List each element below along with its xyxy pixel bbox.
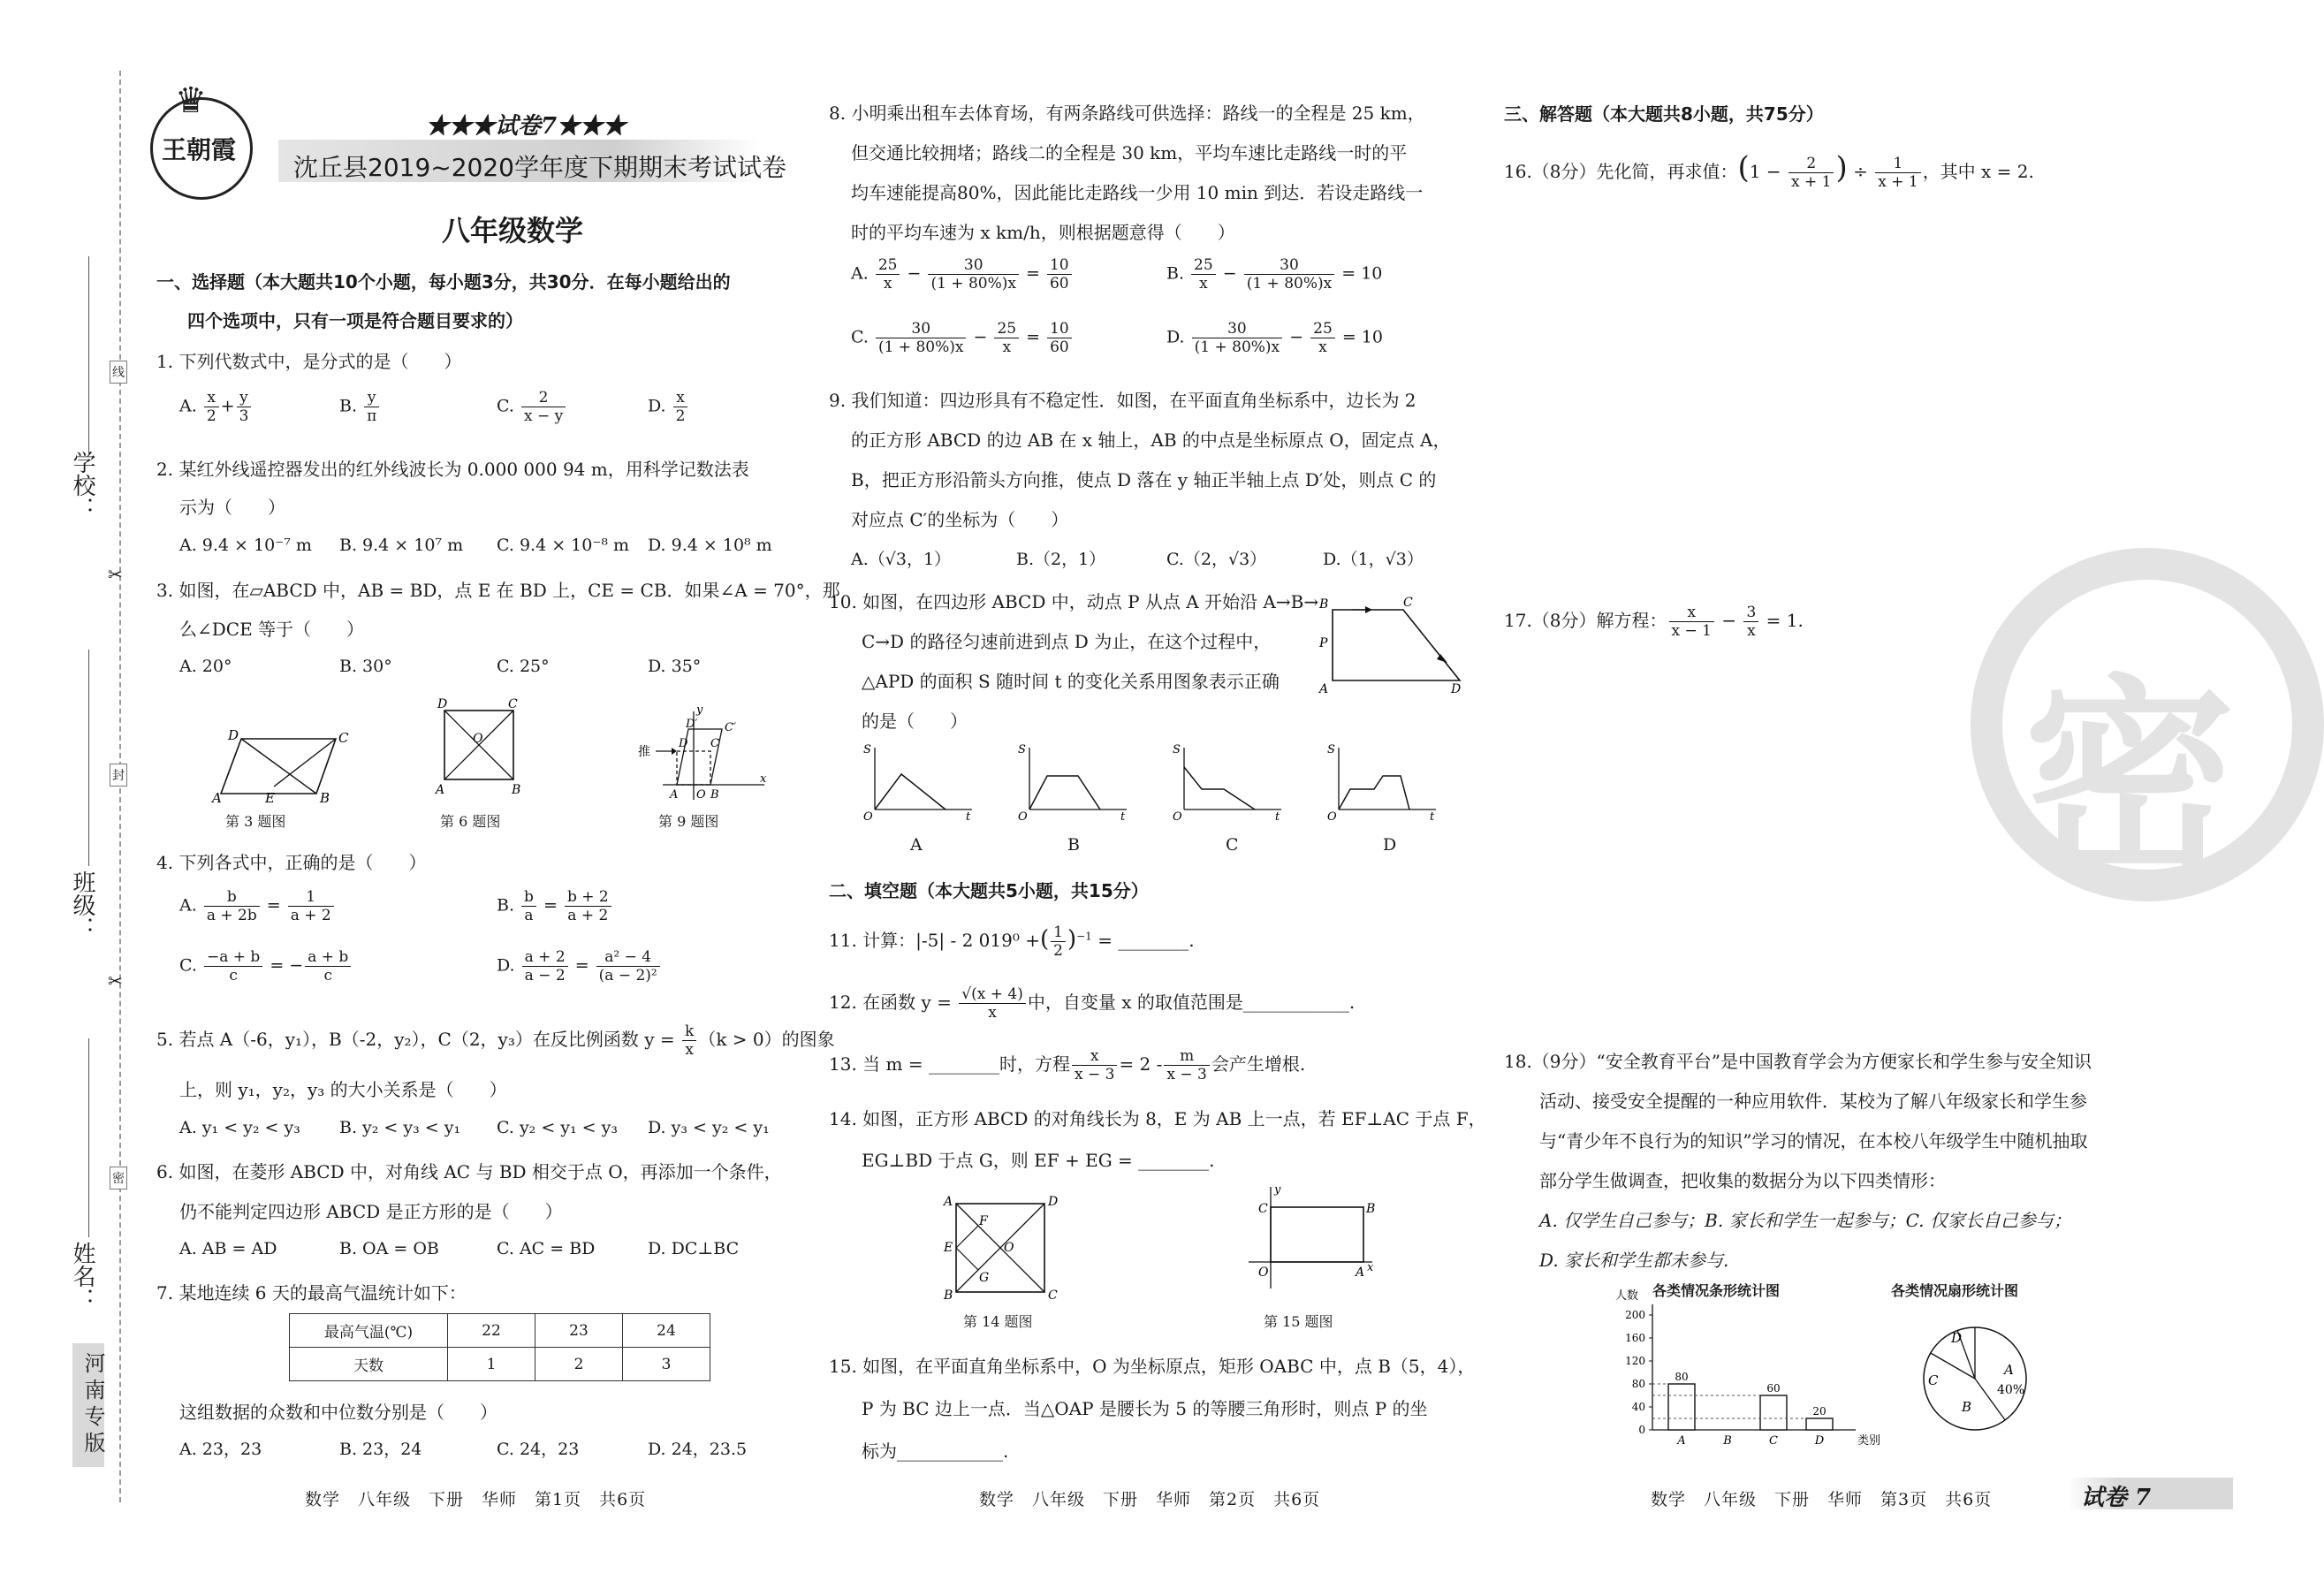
svg-text:A: A [1356,1266,1365,1280]
name-label: 姓名： [69,1242,95,1311]
pie-slice-label: C [1928,1372,1939,1388]
table-cell: 2 [535,1348,623,1381]
x-axis-label: 类别 [1857,1434,1881,1448]
name-line [88,1038,89,1237]
q10-graph-c [1171,741,1286,824]
q10-line3: △APD 的面积 S 随时间 t 的变化关系用图象表示正确 [862,671,1280,692]
q6-option-c: C. AC = BD [497,1239,596,1258]
svg-text:C: C [1258,1202,1268,1216]
svg-text:A: A [436,783,445,797]
svg-text:G: G [979,1271,990,1285]
q12-stem: 12. 在函数 y = [829,992,952,1013]
svg-text:S: S [863,743,871,756]
svg-text:B: B [944,1288,953,1303]
q4-option-a: A. $\frac{b}{a + 2b}$ = $\frac{1}{a + 2}$ [179,888,336,924]
svg-text:F: F [979,1214,988,1228]
page2-footer: 数学 八年级 下册 华师 第2页 共6页 [979,1490,1321,1509]
svg-text:B: B [1366,1202,1376,1216]
q18-line1: 18.（9分）“安全教育平台”是中国教育学会为方便家长和学生参与安全知识 [1504,1051,2092,1072]
q9-line3: B，把正方形沿箭头方向推，使点 D 落在 y 轴正半轴上点 D′处，则点 C 的 [851,469,1437,490]
q9-line2: 的正方形 ABCD 的边 AB 在 x 轴上，AB 的中点是坐标原点 O，固定点 A， [851,429,1451,451]
figure-q14-square [937,1193,1069,1304]
q14-line2: EG⊥BD 于点 G，则 EF + EG = ________. [862,1150,1215,1171]
y-axis-label: 人数 [1615,1289,1639,1303]
svg-text:A: A [670,788,679,802]
q17-tail: = 1. [1766,610,1804,631]
q10-option-d: D [1383,835,1397,855]
svg-text:D: D [437,697,448,711]
svg-text:S: S [1327,743,1335,756]
table-cell: 24 [623,1314,710,1348]
q11-line: 11. 计算：|-5| - 2 019⁰ +( $\frac{1}{2}$ )$^{-1}$ = ________. [829,924,1195,960]
figure-q15-caption: 第 15 题图 [1264,1313,1333,1330]
q8-line4: 时的平均车速为 x km/h，则根据题意得（ ） [851,222,1235,243]
x-tick-label: A [1677,1434,1686,1448]
figure-q3-parallelogram [201,725,352,804]
q5-line1-tail: （k > 0）的图象 [698,1029,835,1050]
pie-slice-label: D [1951,1330,1963,1346]
figure-q15-rectangle [1244,1182,1377,1293]
class-line [88,650,89,866]
table-header: 天数 [290,1348,448,1381]
svg-text:O: O [863,810,873,824]
scissors-icon: ✂ [108,564,123,585]
svg-text:O: O [696,788,706,802]
svg-text:C: C [1403,596,1413,610]
x-tick-label: B [1723,1434,1732,1448]
q8-option-b: B. $\frac{25}{x}$ − $\frac{30}{(1 + 80\%)x}$ = 10 [1166,256,1383,293]
svg-text:S: S [1173,743,1181,756]
crown-icon: ♛ [175,80,207,121]
q8-line1: 8. 小明乘出租车去体育场，有两条路线可供选择：路线一的全程是 25 km， [829,103,1425,124]
q1-b-label: B. [339,396,358,416]
svg-text:O: O [1004,1241,1014,1255]
q9-option-a: A.（√3，1） [851,550,952,569]
q2-option-b: B. 9.4 × 10⁷ m [339,536,464,555]
scissors-icon: ✂ [108,970,123,992]
q1-c-label: C. [497,396,514,416]
svg-text:A: A [1319,682,1329,696]
section-1-line2: 四个选项中，只有一项是符合题目要求的） [187,310,523,331]
q10-graph-a [862,741,976,824]
svg-text:A: A [944,1195,953,1209]
svg-text:P: P [1319,636,1328,650]
q4-stem: 4. 下列各式中，正确的是（ ） [156,852,427,873]
q5-option-a: A. y₁ < y₂ < y₃ [179,1118,300,1137]
exam-title: 沈丘县2019~2020学年度下期期末考试试卷 [293,153,786,182]
q1-d-label: D. [648,396,666,416]
q1-stem: 1. 下列代数式中，是分式的是（ ） [156,351,462,372]
q4-option-b: B. $\frac{b}{a}$ = $\frac{b + 2}{a + 2}$ [497,888,613,924]
bar [1760,1395,1787,1430]
q10-line4: 的是（ ） [862,711,968,732]
svg-text:D: D [679,737,688,750]
y-tick-label: 200 [1625,1309,1645,1321]
y-tick-label: 120 [1625,1355,1645,1367]
school-label: 学校： [69,451,95,520]
q8-option-c: C. $\frac{30}{(1 + 80\%)x}$ − $\frac{25}{x}$ = $\frac{10}{60}$ [851,320,1074,356]
q8-line3: 均车速能提高80%，因此能比走路线一少用 10 min 到达．若设走路线一 [851,182,1424,203]
seal-seal-mark: 封 [110,764,127,787]
q5-option-d: D. y₃ < y₂ < y₁ [648,1118,770,1137]
pie-chart [1918,1321,2032,1436]
seal-line-mark: 线 [110,361,127,384]
q12-tail: 中，自变量 x 的取值范围是____________. [1027,992,1356,1013]
q7-option-c: C. 24，23 [497,1440,580,1459]
class-label: 班级： [69,870,95,939]
x-tick-label: D [1814,1434,1825,1448]
figure-q6-caption: 第 6 题图 [440,813,501,830]
svg-text:x: x [1367,1261,1374,1274]
seal-secret-mark: 密 [110,1167,127,1190]
pie-percent-label: 40% [1997,1383,2025,1397]
q4-option-d: D. $\frac{a + 2}{a - 2}$ = $\frac{\text{a² − 4}}{\text{(a − 2)²}}$ [497,948,662,984]
section-3-heading: 三、解答题（本大题共8小题，共75分） [1504,103,1824,125]
figure-q9-caption: 第 9 题图 [658,813,719,830]
figure-q3-caption: 第 3 题图 [225,813,286,830]
svg-text:y: y [1274,1183,1281,1197]
figure-q10-trapezoid [1317,590,1471,696]
q3-line2: 么∠DCE 等于（ ） [179,619,365,640]
table-cell: 23 [535,1314,623,1348]
q1-option-c: C. $\frac{2}{x - y}$ [497,389,567,425]
q18-line3: 与“青少年不良行为的知识”学习的情况，在本校八年级学生中随机抽取 [1539,1130,2088,1152]
y-tick-label: 0 [1638,1424,1645,1436]
q1-option-b: B. $\frac{y}{\pi}$ [339,389,381,425]
figure-q6-rhombus [429,698,526,804]
q1-a-label: A. [179,396,197,416]
q15-line1: 15. 如图，在平面直角坐标系中，O 为坐标原点，矩形 OABC 中，点 B（5，4）， [829,1356,1476,1377]
q17-line: 17.（8分）解方程： $\frac{x}{x - 1}$ − $\frac{3}{x}$ = 1. [1504,604,1804,640]
y-tick-label: 40 [1631,1401,1645,1413]
svg-text:B: B [512,783,521,797]
q2-line2: 示为（ ） [179,497,285,518]
svg-text:B: B [320,790,330,806]
svg-text:B: B [710,788,719,802]
q18-line5: A. 仅学生自己参与；B. 家长和学生一起参与；C. 仅家长自己参与； [1539,1210,2071,1231]
q16-tail: ，其中 x = 2. [1922,161,2034,182]
q16-stem: 16.（8分）先化简，再求值： [1504,161,1738,182]
q5-line2: 上，则 y₁，y₂，y₃ 的大小关系是（ ） [179,1079,507,1100]
q3-option-c: C. 25° [497,657,550,676]
brand-logo [150,80,253,200]
q10-option-b: B [1067,835,1080,855]
pie-slice-label: B [1962,1399,1972,1415]
q10-option-c: C [1226,835,1239,855]
q7-option-a: A. 23，23 [179,1440,262,1459]
q15-line2: P 为 BC 边上一点．当△OAP 是腰长为 5 的等腰三角形时，则点 P 的坐 [862,1398,1428,1419]
q1-option-a: A. $\frac{x}{2}$ + $\frac{y}{3}$ [179,389,253,425]
q16-line: 16.（8分）先化简，再求值：(1 − $\frac{2}{x + 1}$ ) ÷ $\frac{1}{x + 1}$ ，其中 x = 2. [1504,150,2034,191]
bar [1668,1384,1695,1430]
brand-name: 王朝霞 [162,135,237,164]
svg-text:t: t [1275,810,1280,824]
page3-footer: 数学 八年级 下册 华师 第3页 共6页 [1651,1490,1993,1509]
svg-text:B: B [1319,597,1329,612]
svg-text:C′: C′ [725,721,736,734]
secret-seal-char: 密 [2024,657,2237,904]
svg-text:C: C [710,737,719,750]
y-tick-label: 80 [1631,1378,1645,1390]
q13-tail: 会产生增根. [1211,1053,1306,1075]
q7-stem: 7. 某地连续 6 天的最高气温统计如下： [156,1282,467,1304]
svg-text:O: O [1258,1266,1269,1280]
q3-line1: 3. 如图，在▱ABCD 中，AB = BD，点 E 在 BD 上，CE = CB．如果∠A = 70°，那 [156,580,840,601]
subject-title: 八年级数学 [442,214,584,247]
q6-line2: 仍不能判定四边形 ABCD 是正方形的是（ ） [179,1201,563,1222]
bar-chart-title: 各类情况条形统计图 [1652,1282,1781,1299]
x-tick-label: C [1769,1434,1778,1448]
svg-text:D: D [228,727,239,743]
q17-stem: 17.（8分）解方程： [1504,610,1667,631]
edition-label: 河南专版 [80,1352,105,1458]
q7-temperature-table [289,1313,710,1381]
svg-text:C: C [508,697,518,711]
figure-q14-caption: 第 14 题图 [963,1313,1033,1330]
footer-badge: 试卷 7 [2081,1485,2152,1511]
q13-stem: 13. 当 m = ________时，方程 [829,1053,1070,1075]
q9-option-d: D.（1，√3） [1323,550,1424,569]
q14-line1: 14. 如图，正方形 ABCD 的对角线长为 8，E 为 AB 上一点，若 EF⊥AC 于点 F， [829,1108,1486,1129]
school-line [88,256,89,455]
page1-footer: 数学 八年级 下册 华师 第1页 共6页 [305,1490,647,1509]
q10-option-a: A [910,835,923,855]
q18-line6: D. 家长和学生都未参与. [1539,1250,1729,1271]
svg-text:x: x [760,772,767,786]
svg-text:C: C [1048,1288,1058,1303]
q2-line1: 2. 某红外线遥控器发出的红外线波长为 0.000 000 94 m，用科学记数法表 [156,459,749,480]
q5-line1: 5. 若点 A（-6，y₁），B（-2，y₂），C（2，y₃）在反比例函数 y = $\frac{k}{x}$ （k > 0）的图象 [156,1022,835,1059]
table-cell: 3 [623,1348,710,1381]
q10-line2: C→D 的路径匀速前进到点 D 为止，在这个过程中， [862,631,1272,652]
q13-mid: = 2 - [1119,1053,1163,1075]
push-label: 推 [638,745,650,759]
q11-stem: 11. 计算：|-5| - 2 019⁰ + [829,930,1040,951]
q8-option-a: A. $\frac{25}{x}$ − $\frac{30}{(1 + 80\%)x}$ = $\frac{10}{60}$ [851,256,1074,293]
table-row [290,1348,710,1381]
svg-text:y: y [696,703,703,717]
bar-value-label: 80 [1675,1371,1689,1383]
svg-text:C: C [338,730,349,746]
table-row [290,1314,710,1348]
table-header: 最高气温(℃) [290,1314,448,1348]
q3-option-b: B. 30° [339,657,392,676]
exam-number: ★★★试卷7★★★ [426,113,627,140]
q4-option-c: C. $\frac{-a + b}{c}$ = − $\frac{a + b}{c}$ [179,948,353,984]
q9-option-b: B.（2，1） [1016,550,1106,569]
q5-option-b: B. y₂ < y₃ < y₁ [339,1118,461,1137]
q18-line4: 部分学生做调查，把收集的数据分为以下四类情形： [1539,1170,1946,1191]
q6-option-d: D. DC⊥BC [648,1239,740,1258]
pie-slice-label: A [2004,1362,2014,1378]
q7-option-d: D. 24，23.5 [648,1440,748,1459]
table-cell: 22 [448,1314,535,1348]
q8-line2: 但交通比较拥堵；路线二的全程是 30 km，平均车速比走路线一时的平 [851,142,1408,163]
svg-text:t: t [1430,810,1435,824]
q5-line1-text: 5. 若点 A（-6，y₁），B（-2，y₂），C（2，y₃）在反比例函数 y = [156,1029,675,1050]
svg-text:O: O [1018,810,1028,824]
q2-option-d: D. 9.4 × 10⁸ m [648,536,772,555]
q18-line2: 活动、接受安全提醒的一种应用软件．某校为了解八年级家长和学生参 [1539,1091,2087,1112]
binding-line [119,71,121,1502]
svg-text:O: O [473,732,483,746]
svg-text:A: A [212,790,222,806]
section-1-line1: 一、选择题（本大题共10个小题，每小题3分，共30分．在每小题给出的 [156,271,731,293]
q13-line: 13. 当 m = ________时，方程 $\frac{x}{x - 3}$ = 2 - $\frac{m}{x - 3}$ 会产生增根. [829,1047,1306,1083]
q6-option-a: A. AB = AD [179,1239,277,1258]
svg-text:S: S [1018,743,1026,756]
q9-line4: 对应点 C′的坐标为（ ） [851,509,1069,530]
q9-option-c: C.（2，√3） [1166,550,1267,569]
q2-option-a: A. 9.4 × 10⁻⁷ m [179,536,312,555]
table-cell: 1 [448,1348,535,1381]
q10-graph-d [1325,741,1440,824]
q10-graph-b [1016,741,1131,824]
q2-option-c: C. 9.4 × 10⁻⁸ m [497,536,630,555]
bar-value-label: 20 [1812,1405,1827,1418]
svg-text:D: D [1451,682,1462,696]
q6-line1: 6. 如图，在菱形 ABCD 中，对角线 AC 与 BD 相交于点 O，再添加一个条件， [156,1161,782,1182]
section-2-heading: 二、填空题（本大题共5小题，共15分） [829,880,1149,901]
svg-text:D′: D′ [686,718,698,731]
q9-line1: 9. 我们知道：四边形具有不稳定性．如图，在平面直角坐标系中，边长为 2 [829,390,1416,411]
q7-option-b: B. 23，24 [339,1440,422,1459]
q5-option-c: C. y₂ < y₁ < y₃ [497,1118,618,1137]
svg-text:E: E [265,790,275,806]
y-tick-label: 160 [1625,1332,1645,1344]
q6-option-b: B. OA = OB [339,1239,439,1258]
q7-line2: 这组数据的众数和中位数分别是（ ） [179,1402,497,1423]
bar [1806,1418,1833,1430]
figure-q9-square-push [636,703,769,804]
q3-option-a: A. 20° [179,657,232,676]
q11-tail: = ________. [1097,930,1195,951]
svg-text:D: D [1048,1195,1059,1209]
q12-line: 12. 在函数 y = $\frac{√(x + 4)}{x}$ 中，自变量 x 的取值范围是____________. [829,985,1356,1022]
svg-text:E: E [944,1241,953,1255]
q10-line1: 10. 如图，在四边形 ABCD 中，动点 P 从点 A 开始沿 A→B→ [829,591,1319,612]
q1-option-d: D. $\frac{x}{2}$ [648,389,689,425]
q15-line3: 标为____________. [862,1440,1009,1462]
svg-text:t: t [1120,810,1126,824]
q8-option-d: D. $\frac{30}{(1 + 80\%)x}$ − $\frac{25}{x}$ = 10 [1166,320,1383,356]
svg-text:O: O [1173,810,1182,824]
svg-text:t: t [966,810,971,824]
pie-chart-title: 各类情况扇形统计图 [1891,1282,2019,1299]
svg-text:O: O [1327,810,1337,824]
bar-value-label: 60 [1766,1382,1781,1395]
q3-option-d: D. 35° [648,657,702,676]
